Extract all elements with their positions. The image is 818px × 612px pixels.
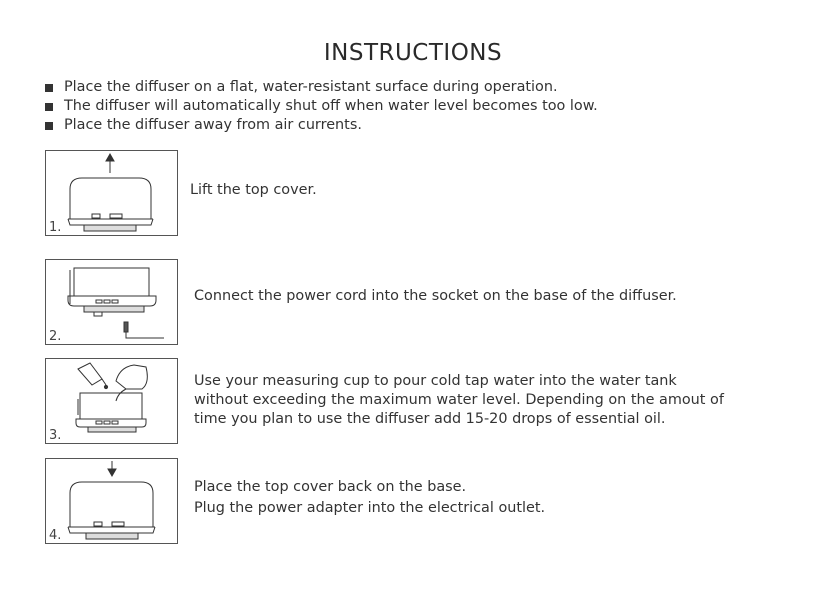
- step-3-text: Use your measuring cup to pour cold tap water into the water tank without exceeding the maximum water level. Depending on the amout of time you plan to use the diffuser add 15-20 drops of essential oil.: [194, 373, 724, 427]
- step-1-text: Lift the top cover.: [190, 182, 317, 198]
- square-bullet-icon: [45, 122, 53, 130]
- step-number: 1.: [49, 220, 62, 235]
- pour-water-oil-illustration: [46, 359, 179, 445]
- step-2-text: Connect the power cord into the socket on the base of the diffuser.: [194, 288, 677, 304]
- usage-note: The diffuser will automatically shut off when water level becomes too low.: [44, 97, 598, 116]
- page-title: INSTRUCTIONS: [323, 40, 503, 66]
- step-4-illustration-box: [45, 458, 178, 544]
- step-3-illustration-box: [45, 358, 178, 444]
- square-bullet-icon: [45, 84, 53, 92]
- connect-cord-illustration: [46, 260, 179, 346]
- step-1-illustration-box: [45, 150, 178, 236]
- square-bullet-icon: [45, 103, 53, 111]
- lift-cover-illustration: [46, 151, 179, 237]
- usage-notes-list: [44, 78, 598, 135]
- replace-cover-illustration: [46, 459, 179, 545]
- step-number: 2.: [49, 329, 62, 344]
- step-2-illustration-box: [45, 259, 178, 345]
- step-number: 3.: [49, 428, 62, 443]
- step-number: 4.: [49, 528, 62, 543]
- step-4-text: Place the top cover back on the base. Plug the power adapter into the electrical outlet.: [194, 479, 546, 516]
- usage-note: Place the diffuser away from air currents.: [44, 116, 598, 135]
- usage-note: Place the diffuser on a flat, water-resistant surface during operation.: [44, 78, 598, 97]
